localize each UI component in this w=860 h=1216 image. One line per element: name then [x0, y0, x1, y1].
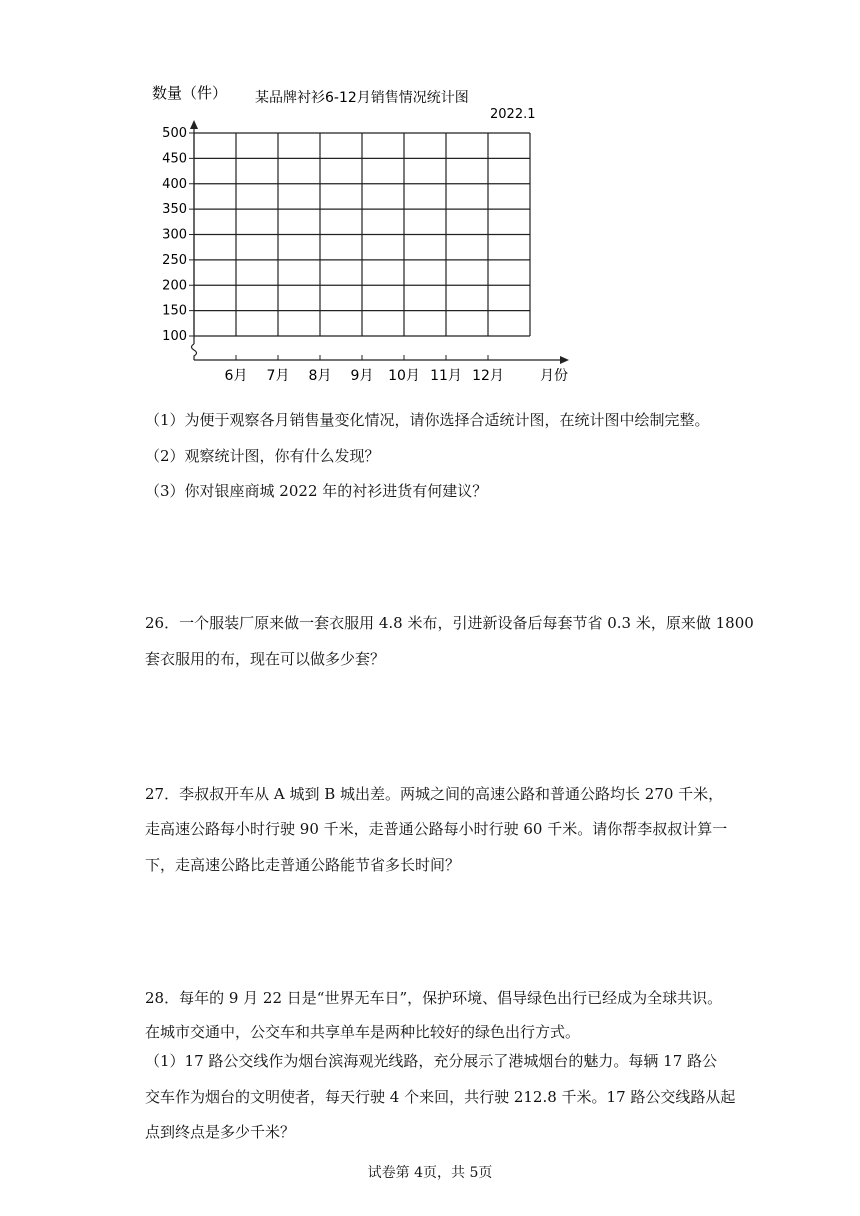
y-tick-label: 500	[162, 126, 187, 141]
sales-chart	[140, 78, 600, 388]
x-tick-label: 12月	[472, 368, 504, 384]
x-tick-label: 9月	[350, 368, 374, 384]
y-axis-arrow	[190, 120, 198, 129]
q28-line3: （1）17 路公交线作为烟台滨海观光线路，充分展示了港城烟台的魅力。每辆 17 路公	[145, 1052, 718, 1070]
q27-line1: 27．李叔叔开车从 A 城到 B 城出差。两城之间的高速公路和普通公路均长 270 千米，	[145, 785, 724, 803]
q28-line1: 28．每年的 9 月 22 日是“世界无车日”，保护环境、倡导绿色出行已经成为全球共识。	[145, 989, 723, 1007]
page-footer: 试卷第 4页，共 5页	[367, 1165, 493, 1181]
q27-line3: 下，走高速公路比走普通公路能节省多长时间？	[145, 856, 461, 874]
q25-sub1: （1）为便于观察各月销售量变化情况，请你选择合适统计图，在统计图中绘制完整。	[145, 411, 710, 429]
chart-title: 某品牌衬衫6-12月销售情况统计图	[255, 90, 469, 106]
x-tick-label: 8月	[308, 368, 332, 384]
y-tick-label: 150	[162, 303, 187, 319]
x-tick-label: 6月	[224, 368, 248, 384]
x-axis-title: 月份	[540, 368, 568, 384]
chart-date-note: 2022.1	[490, 107, 536, 122]
y-tick-label: 450	[162, 151, 187, 167]
x-tick-label: 10月	[388, 368, 420, 384]
q27-line2: 走高速公路每小时行驶 90 千米，走普通公路每小时行驶 60 千米。请你帮李叔叔计算一	[145, 820, 728, 838]
x-tick-label: 11月	[430, 368, 462, 384]
x-axis-arrow	[560, 356, 569, 364]
q26-line1: 26．一个服装厂原来做一套衣服用 4.8 米布，引进新设备后每套节省 0.3 米，原来做 1800	[145, 614, 754, 632]
q26-line2: 套衣服用的布，现在可以做多少套？	[145, 650, 386, 668]
chart-svg	[140, 78, 600, 388]
q28-line4: 交车作为烟台的文明使者，每天行驶 4 个来回，共行驶 212.8 千米。17 路公交线路从起	[145, 1088, 736, 1106]
x-tick-label: 7月	[266, 368, 290, 384]
y-tick-label: 250	[162, 252, 187, 268]
y-tick-label: 300	[162, 227, 187, 243]
y-tick-label: 350	[162, 202, 187, 218]
q25-sub2: （2）观察统计图，你有什么发现？	[145, 447, 380, 465]
y-tick-label: 400	[162, 176, 187, 192]
q28-line2: 在城市交通中，公交车和共享单车是两种比较好的绿色出行方式。	[145, 1023, 581, 1041]
y-tick-label: 200	[162, 278, 187, 294]
axis-break	[192, 344, 197, 360]
q25-sub3: （3）你对银座商城 2022 年的衬衫进货有何建议？	[145, 482, 488, 500]
y-axis-title: 数量（件）	[152, 84, 228, 102]
q28-line5: 点到终点是多少千米？	[145, 1123, 296, 1141]
y-tick-label: 100	[162, 329, 187, 344]
